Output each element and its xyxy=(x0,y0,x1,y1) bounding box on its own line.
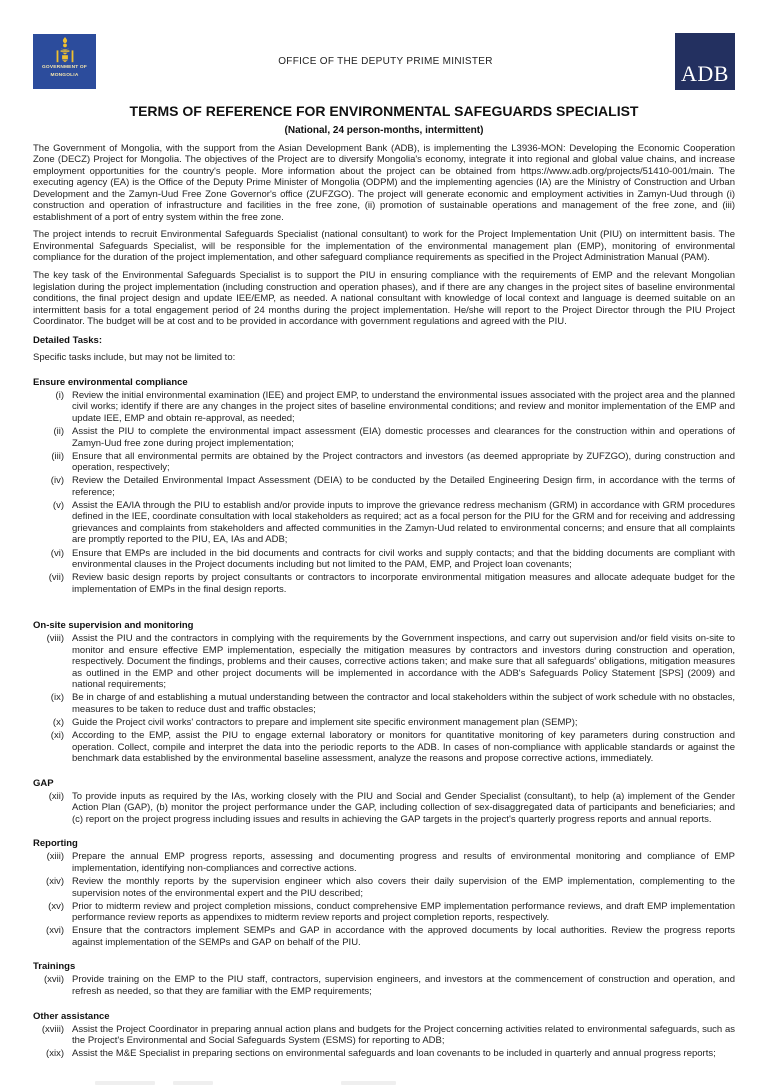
task-item-number: (x) xyxy=(52,717,64,729)
task-item-xvii xyxy=(33,974,735,997)
task-item-iv xyxy=(33,475,735,498)
section-heading-trainings: Trainings xyxy=(33,961,76,973)
task-sections xyxy=(33,377,735,1060)
task-item-xvi xyxy=(33,925,735,948)
task-item-vi xyxy=(33,548,735,571)
task-item-text: Prior to midterm review and project completion missions, conduct comprehensive EMP implementation performance reviews, and draft EMP implementation performance review reports as appendixes to midterm review reports and project completion reports, respectively. xyxy=(72,900,735,924)
task-item-number: (xiv) xyxy=(46,876,64,888)
soyombo-emblem-icon xyxy=(56,37,74,63)
task-item-text: Ensure that EMPs are included in the bid documents and contracts for civil works and supply contacts; and that the bidding documents are compliant with environmental clauses in the Project documents including but not limited to the PAM, EMP, and Project loan covenants; xyxy=(72,547,735,571)
task-item-number: (xiii) xyxy=(46,851,64,863)
cutoff-text-artifact xyxy=(95,1081,396,1085)
task-item-number: (ii) xyxy=(53,426,64,438)
task-item-text: Assist the M&E Specialist in preparing sections on environmental safeguards and loan covenants to be included in quarterly and annual progress reports; xyxy=(72,1048,716,1060)
task-item-iii xyxy=(33,451,735,474)
task-item-number: (viii) xyxy=(46,633,64,645)
task-item-number: (xi) xyxy=(50,730,64,742)
government-of-mongolia-logo xyxy=(33,34,96,89)
section-heading-reporting: Reporting xyxy=(33,838,78,850)
task-item-number: (vii) xyxy=(48,572,64,584)
task-item-text: Ensure that all environmental permits are obtained by the Project contractors and investors (as deemed appropriate by ZUFZGO), during construction and operation, respectively; xyxy=(72,450,735,474)
task-item-i xyxy=(33,390,735,425)
task-item-text: Assist the EA/IA through the PIU to establish and/or provide inputs to improve the grievance redress mechanism (GRM) in accordance with GRM procedures defined in the IEE, coordinate consultation with local stakeholders as required; act as a focal person for the PIU for the GRM and for receiving and addressing grievances and complaints from stakeholders and affected communities in the Zamyn-Uud related to environmental concerns; and ensure that all complaints are promptly reported to the PIU, EA, IAs and ADB; xyxy=(72,499,735,546)
section-heading-other-assistance: Other assistance xyxy=(33,1010,110,1022)
task-item-text: Review the Detailed Environmental Impact Assessment (DEIA) to be conducted by the Detailed Engineering Design firm, in accordance with the terms of reference; xyxy=(72,475,735,498)
task-item-ix xyxy=(33,692,735,715)
specific-tasks-line: Specific tasks include, but may not be limited to: xyxy=(33,352,236,364)
section-heading-on-site-supervision-and-monitoring: On-site supervision and monitoring xyxy=(33,620,194,632)
task-item-number: (iii) xyxy=(51,450,64,462)
task-item-xiv xyxy=(33,876,735,899)
task-item-number: (iv) xyxy=(50,475,64,487)
task-item-text: Provide training on the EMP to the PIU staff, contractors, supervision engineers, and investors at the commencement of construction and operation, and refresh as needed, so that they are familiar with the EMP requirements; xyxy=(72,974,735,997)
paragraph-project-background: The Government of Mongolia, with the support from the Asian Development Bank (ADB), is implementing the L3936-MON: Developing the Economic Cooperation Zone (DECZ) Project for Mongolia. The objectives of the Project are to diversify Mongolia's economy, integrate it into regional and global value chains, and increase employment opportunities for the country's people. More information about the project can be obtained from https://www.adb.org/projects/51410-001/main. The executing agency (EA) is the Office of the Deputy Prime Minister of Mongolia (ODPM) and the implementing agencies (IA) are the Ministry of Construction and Urban Development and the Zamyn-Uud Free Zone Governor's office (ZUFZGO). The project will generate economic and employment activities in Zamyn-Uud through (i) construction and operation of infrastructure and facilities in the free zone, (ii) promotion of sustainable operations and management of the free zone, and (iii) establishment of a port of entry system within the free zone. xyxy=(33,142,735,223)
task-item-text: Ensure that the contractors implement SEMPs and GAP in accordance with the approved documents by local authorities. Review the progress reports against implementation of the SEMPs and GAP on behalf of the PIU. xyxy=(72,925,735,948)
task-item-xv xyxy=(33,901,735,924)
paragraph-recruitment: The project intends to recruit Environmental Safeguards Specialist (national consultant) to work for the Project Implementation Unit (PIU) on intermittent basis. The Environmental Safeguards Specialist, will be responsible for the implementation of the environmental management plan (EMP), monitoring of environmental compliance for the duration of the project implementation, and other safeguard compliance requirements as specified in the Project Administration Manual (PAM). xyxy=(33,229,735,264)
section-heading-ensure-environmental-compliance: Ensure environmental compliance xyxy=(33,376,188,388)
document-header xyxy=(33,33,735,90)
task-item-text: To provide inputs as required by the IAs, working closely with the PIU and Social and Gender Specialist (consultant), to help (a) implement of the Gender Action Plan (GAP), (b) monitor the project performance under the GAP, including collection of sex-disaggregated data of participants and beneficiaries; and (c) report on the project progress including issues and results in achieving the GAP targets in the project's quarterly progress reports and annual reports. xyxy=(72,790,735,825)
detailed-tasks-heading: Detailed Tasks: xyxy=(33,334,102,346)
task-item-text: Review the monthly reports by the supervision engineer which also covers their daily supervision of the EMP implementation, complementing to the supervision notes of the environmental expert and the PIU described; xyxy=(72,876,735,899)
section-heading-gap: GAP xyxy=(33,777,54,789)
government-logo-text-line1: GOVERNMENT OF xyxy=(42,65,87,70)
task-item-xix xyxy=(33,1048,735,1060)
adb-logo xyxy=(675,33,735,90)
task-item-text: Assist the PIU and the contractors in complying with the requirements by the Government inspections, and carry out supervision and/or field visits on-site to monitor and ensure effective EMP implementation, especially the mitigation measures by contractors and investors during construction and operation, respectively. Document the findings, problems and their causes, corrective actions taken; and make sure that all safeguards' obligations, mitigation measures as outlined in the EMP and other project documents will be implemented in accordance with the ADB's Safeguards Policy Statement [SPS] (2009) and national requirements; xyxy=(72,633,735,691)
task-item-number: (v) xyxy=(52,499,64,511)
adb-logo-text: ADB xyxy=(681,61,729,86)
task-item-viii xyxy=(33,633,735,691)
task-item-number: (ix) xyxy=(50,692,64,704)
task-item-xiii xyxy=(33,851,735,874)
task-item-number: (vi) xyxy=(50,547,64,559)
task-item-xi xyxy=(33,730,735,765)
task-item-v xyxy=(33,500,735,546)
office-of-deputy-prime-minister-label: OFFICE OF THE DEPUTY PRIME MINISTER xyxy=(278,55,493,67)
task-item-number: (xii) xyxy=(48,790,64,802)
task-item-text: Review the initial environmental examination (IEE) and project EMP, to understand the environmental issues associated with the project area and the planned civil works; identify if there are any changes in the project sites of baseline environmental conditions; and review and monitor implementation of the EMP and update IEE, EMP and obtain re-approval, as needed; xyxy=(72,389,735,424)
government-logo-text-line2: MONGOLIA xyxy=(50,73,79,78)
task-item-xii xyxy=(33,791,735,826)
task-item-text: According to the EMP, assist the PIU to engage external laboratory or monitors for quantitative monitoring of key parameters during construction and operation. Collect, compile and interpret the data into the periodic reports to the ADB. In cases of non-compliance with applicable standards or against the benchmark data established by the environmental baseline assessment, analyze the reasons and propose corrective actions, immediately. xyxy=(72,730,735,765)
task-item-number: (xvii) xyxy=(43,974,64,986)
task-item-text: Review basic design reports by project consultants or contractors to incorporate environmental mitigation measures and allocate adequate budget for the implementation of EMPs in the final design reports. xyxy=(72,572,735,595)
page-title: TERMS OF REFERENCE FOR ENVIRONMENTAL SAFEGUARDS SPECIALIST xyxy=(129,103,639,119)
page-subtitle: (National, 24 person-months, intermittent) xyxy=(284,125,484,136)
task-item-x xyxy=(33,717,735,729)
task-item-vii xyxy=(33,572,735,595)
task-item-number: (xv) xyxy=(48,900,64,912)
task-item-xviii xyxy=(33,1024,735,1047)
task-item-text: Assist the Project Coordinator in preparing annual action plans and budgets for the Project concerning activities related to environmental safeguards, such as the Project's Environmental and Social Safeguards System (ESMS) for reporting to ADB; xyxy=(72,1023,735,1047)
task-item-number: (xix) xyxy=(46,1048,64,1060)
task-item-text: Be in charge of and establishing a mutual understanding between the contractor and local stakeholders within the subject of work schedule with no obstacles, measures to be taken to reduce dust and traffic obstacles; xyxy=(72,692,735,716)
task-item-number: (i) xyxy=(55,389,64,401)
task-item-number: (xviii) xyxy=(41,1023,64,1035)
paragraph-key-task: The key task of the Environmental Safeguards Specialist is to support the PIU in ensuring compliance with the requirements of EMP and the relevant Mongolian legislation during the project implementation (including construction and operation phases), and if there are any changes in the project sites of baseline environmental conditions, the final project design and update IEE/EMP, as needed. A national consultant with knowledge of local context and language is deemed suitable on an intermittent basis for a total engagement period of 24 months during the project implementation. He/she will report to the Project Director through the PIU Project Coordinator. The budget will be at cost and to be provided in accordance with government regulations and agreed with the PIU. xyxy=(33,270,735,328)
task-item-ii xyxy=(33,426,735,449)
task-item-text: Prepare the annual EMP progress reports, assessing and documenting progress and results of environmental monitoring and compliance of EMP implementation, identifying non-compliances and corrective actions. xyxy=(72,851,735,875)
task-item-text: Guide the Project civil works' contractors to prepare and implement site specific environment management plan (SEMP); xyxy=(72,717,578,729)
task-item-text: Assist the PIU to complete the environmental impact assessment (EIA) domestic processes and clearances for the construction within and operations of Zamyn-Uud free zone during project implementation; xyxy=(72,426,735,449)
task-item-number: (xvi) xyxy=(46,925,64,937)
